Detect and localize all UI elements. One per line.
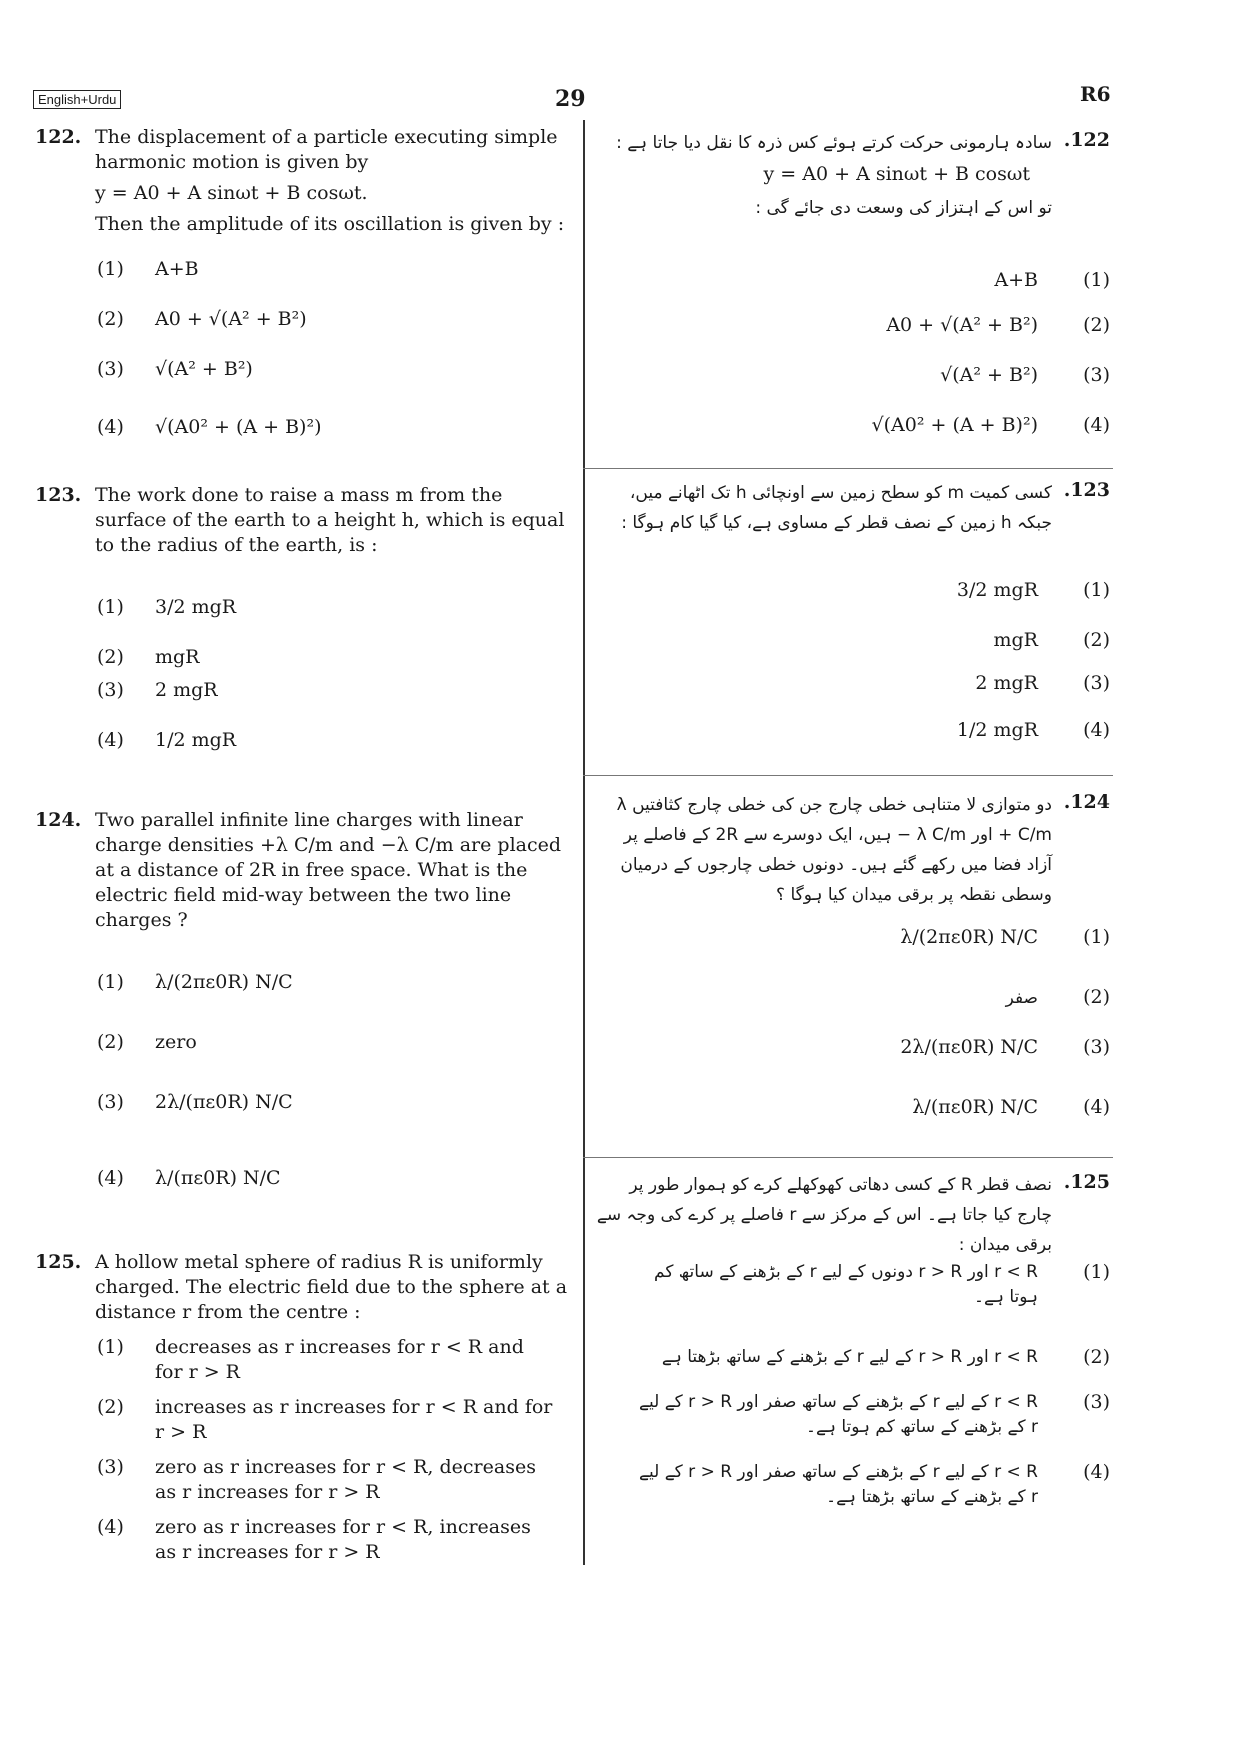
option[interactable]: [628, 1390, 1110, 1440]
option-value: λ/(2πε0R) N/C: [155, 971, 293, 993]
option-value: √(A0² + (A + B)²): [871, 414, 1038, 436]
question-124-ur: [595, 790, 1110, 1118]
urdu-separator: [583, 1157, 1113, 1158]
option-label: (4): [1083, 414, 1110, 436]
option-label: (3): [1083, 1036, 1110, 1058]
option[interactable]: [97, 1395, 567, 1445]
option-value: صفر: [1005, 988, 1038, 1008]
option-value: √(A² + B²): [940, 364, 1038, 386]
option-value: 1/2 mgR: [155, 729, 237, 751]
option-value: √(A² + B²): [155, 358, 253, 380]
option-value: λ/(πε0R) N/C: [912, 1096, 1038, 1118]
option[interactable]: [97, 307, 307, 332]
question-123-en: [35, 483, 575, 751]
option[interactable]: [900, 925, 1110, 950]
question-text: The work done to raise a mass m from the surface of the earth to a height h, which is equal to the radius of the earth, is :: [95, 484, 565, 556]
option-label: (2): [1083, 314, 1110, 336]
option-value: 2λ/(πε0R) N/C: [900, 1036, 1038, 1058]
option-label: (3): [97, 679, 124, 701]
question-number: .124: [1063, 791, 1110, 813]
option-value: mgR: [993, 629, 1038, 651]
option-label: (1): [1083, 579, 1110, 601]
column-divider: [583, 120, 585, 1565]
question-text: A hollow metal sphere of radius R is uniformly charged. The electric field due to the sphere at a distance r from the centre :: [95, 1251, 568, 1323]
question-text: نصف قطر R کے کسی دھاتی کھوکھلے کرے کو ہموار طور پر چارج کیا جاتا ہے۔ اس کے مرکز سے r فاصلے پر کرے کی وجہ سے برقی میدان :: [596, 1175, 1052, 1255]
question-text: دو متوازی لا متناہی خطی چارج جن کی خطی چارج کثافتیں λ C/m + اور λ C/m − ہیں، ایک دوسرے سے 2R کے فاصلے پر آزاد فضا میں رکھے گئے ہیں۔ دونوں خطی چارجوں کے درمیان وسطی نقطہ پر برقی میدان کیا ہوگا ؟: [616, 795, 1052, 905]
option-label: (4): [97, 1516, 124, 1538]
option[interactable]: [957, 578, 1110, 603]
option[interactable]: [97, 1335, 567, 1385]
option-label: (3): [1083, 1391, 1110, 1413]
option-label: (1): [1083, 1261, 1110, 1283]
question-text: کسی کمیت m کو سطح زمین سے اونچائی h تک اٹھانے میں، جبکہ h زمین کے نصف قطر کے مساوی ہے، کیا گیا کام ہوگا :: [621, 483, 1052, 533]
option-value: mgR: [155, 646, 200, 668]
option-label: (3): [1083, 364, 1110, 386]
option-label: (2): [97, 1031, 124, 1053]
option[interactable]: [900, 1035, 1110, 1060]
option[interactable]: [912, 1095, 1110, 1120]
option[interactable]: [628, 1260, 1110, 1310]
option[interactable]: [97, 1090, 293, 1115]
option-value: 2 mgR: [975, 672, 1038, 694]
option[interactable]: [872, 413, 1110, 438]
option-label: (2): [1083, 1346, 1110, 1368]
option-value: r < R اور r > R کے لیے r کے بڑھنے کے ساتھ بڑھتا ہے: [661, 1347, 1038, 1367]
option-value: λ/(2πε0R) N/C: [900, 926, 1038, 948]
question-text-2: Then the amplitude of its oscillation is given by :: [95, 213, 565, 235]
option[interactable]: [940, 363, 1110, 388]
option-label: (4): [97, 416, 124, 438]
option[interactable]: [97, 1515, 567, 1565]
option-value: zero as r increases for r < R, increases as r increases for r > R: [155, 1516, 531, 1563]
option-label: (1): [1083, 269, 1110, 291]
option[interactable]: [957, 718, 1110, 743]
option-value: A0 + √(A² + B²): [155, 308, 307, 330]
option[interactable]: [97, 415, 321, 440]
question-text: The displacement of a particle executing simple harmonic motion is given by: [95, 126, 558, 173]
option-value: 3/2 mgR: [956, 579, 1038, 601]
question-125-en: [35, 1250, 575, 1563]
option-label: (1): [97, 971, 124, 993]
urdu-separator: [583, 468, 1113, 469]
option-label: (3): [97, 1456, 124, 1478]
question-number: 124.: [35, 809, 82, 831]
option-value: √(A0² + (A + B)²): [155, 416, 322, 438]
option-value: r < R اور r > R دونوں کے لیے r کے بڑھنے کے ساتھ کم ہوتا ہے۔: [654, 1262, 1038, 1307]
option[interactable]: [97, 595, 236, 620]
question-number: 122.: [35, 126, 82, 148]
option-label: (3): [97, 358, 124, 380]
option-label: (2): [97, 308, 124, 330]
option[interactable]: [886, 313, 1110, 338]
option-value: zero: [155, 1031, 197, 1053]
option-label: (2): [1083, 986, 1110, 1008]
option[interactable]: [1006, 985, 1110, 1011]
option-label: (4): [1083, 1096, 1110, 1118]
option[interactable]: [97, 970, 293, 995]
question-125-ur: [595, 1170, 1110, 1507]
question-124-en: [35, 808, 575, 1189]
option[interactable]: [994, 628, 1111, 653]
question-text: Two parallel infinite line charges with linear charge densities +λ C/m and −λ C/m are placed at a distance of 2R in free space. What is the electric field mid-way between the two line charges ?: [95, 809, 562, 931]
option[interactable]: [97, 1166, 281, 1191]
option-label: (3): [97, 1091, 124, 1113]
option-label: (2): [1083, 629, 1110, 651]
option-label: (1): [97, 1336, 124, 1358]
question-number: .125: [1063, 1171, 1110, 1193]
option-value: zero as r increases for r < R, decreases as r increases for r > R: [155, 1456, 536, 1503]
question-text-2: تو اس کے اہتزاز کی وسعت دی جائے گی :: [755, 198, 1052, 218]
question-122-ur: [595, 128, 1110, 436]
option-value: decreases as r increases for r < R and for r > R: [155, 1336, 524, 1383]
option-label: (2): [97, 1396, 124, 1418]
question-number: .122: [1063, 129, 1110, 151]
option[interactable]: [97, 678, 218, 703]
question-formula: y = A0 + A sinωt + B cosωt: [763, 163, 1030, 185]
question-123-ur: [595, 478, 1110, 741]
option-value: increases as r increases for r < R and for r > R: [155, 1396, 553, 1443]
option-value: r < R کے لیے r کے بڑھنے کے ساتھ صفر اور r > R کے لیے r کے بڑھنے کے ساتھ کم ہوتا ہے۔: [639, 1392, 1038, 1437]
option[interactable]: [628, 1345, 1110, 1370]
option-value: A0 + √(A² + B²): [886, 314, 1038, 336]
option[interactable]: [97, 728, 236, 753]
option-value: λ/(πε0R) N/C: [155, 1167, 281, 1189]
option[interactable]: [975, 671, 1110, 696]
option[interactable]: [628, 1460, 1110, 1510]
option[interactable]: [97, 357, 253, 382]
paper-code: R6: [1080, 82, 1111, 106]
option-value: 3/2 mgR: [155, 596, 237, 618]
option-value: 1/2 mgR: [956, 719, 1038, 741]
question-number: .123: [1063, 479, 1110, 501]
question-122-en: [35, 125, 575, 438]
question-formula: y = A0 + A sinωt + B cosωt.: [95, 182, 368, 204]
option-value: 2 mgR: [155, 679, 218, 701]
option[interactable]: [97, 645, 200, 670]
option-value: A+B: [994, 269, 1038, 291]
option-value: 2λ/(πε0R) N/C: [155, 1091, 293, 1113]
language-label: English+Urdu: [33, 90, 121, 109]
option-label: (4): [97, 1167, 124, 1189]
option[interactable]: [97, 1030, 197, 1055]
option-label: (4): [97, 729, 124, 751]
option-label: (1): [97, 258, 124, 280]
option-value: A+B: [155, 258, 199, 280]
option[interactable]: [97, 257, 199, 282]
option-label: (1): [1083, 926, 1110, 948]
urdu-separator: [583, 775, 1113, 776]
option-value: r < R کے لیے r کے بڑھنے کے ساتھ صفر اور r > R کے لیے r کے بڑھنے کے ساتھ بڑھتا ہے۔: [639, 1462, 1038, 1507]
question-number: 123.: [35, 484, 82, 506]
option[interactable]: [97, 1455, 567, 1505]
question-text: سادہ ہارمونی حرکت کرتے ہوئے کس ذرہ کا نقل دیا جاتا ہے :: [616, 133, 1052, 153]
page-number: 29: [555, 86, 586, 112]
question-number: 125.: [35, 1251, 82, 1273]
option[interactable]: [994, 268, 1110, 293]
option-label: (3): [1083, 672, 1110, 694]
option-label: (4): [1083, 719, 1110, 741]
option-label: (2): [97, 646, 124, 668]
option-label: (1): [97, 596, 124, 618]
option-label: (4): [1083, 1461, 1110, 1483]
